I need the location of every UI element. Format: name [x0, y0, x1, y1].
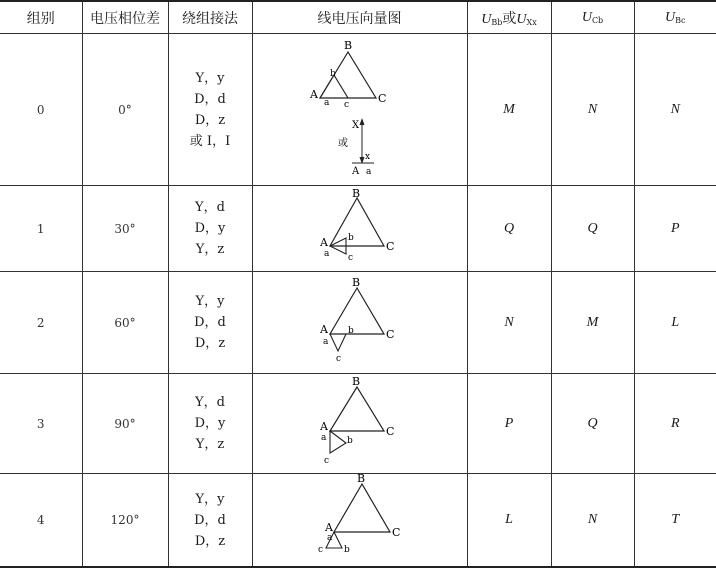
winding-connection — [168, 474, 252, 568]
table-row — [0, 34, 716, 186]
label-c: c — [335, 353, 341, 364]
header-phase-diff: 电压相位差 — [82, 1, 168, 34]
label-a: a — [323, 248, 329, 259]
vector-diagram-svg — [310, 276, 410, 366]
group-number: 3 — [0, 374, 82, 474]
winding-line: D，z — [194, 112, 226, 128]
label-C: C — [385, 239, 394, 253]
group-number: 4 — [0, 474, 82, 568]
header-vector-diagram: 线电压向量图 — [252, 1, 467, 34]
u-bc-value: N — [634, 34, 716, 186]
header-sub-bc: Bc — [675, 16, 686, 25]
u-cb-value: M — [551, 272, 634, 374]
u-cb-value: N — [551, 474, 634, 568]
label-B: B — [356, 474, 365, 485]
winding-connection — [168, 272, 252, 374]
label-A: A — [309, 87, 318, 101]
vector-diagram — [252, 474, 467, 568]
label-c: c — [343, 99, 349, 110]
phase-diff: 30° — [82, 186, 168, 272]
header-group: 组别 — [0, 1, 82, 34]
vector-diagram-svg — [310, 188, 410, 266]
label-C: C — [385, 327, 394, 341]
vector-diagram-svg — [310, 377, 410, 467]
label-C: C — [391, 526, 400, 539]
label-A: A — [324, 521, 333, 534]
table-row — [0, 374, 716, 474]
vector-diagram-svg — [310, 474, 410, 562]
u-bb-value: P — [467, 374, 551, 474]
table-row — [0, 186, 716, 272]
u-bb-value: N — [467, 272, 551, 374]
vector-diagram — [252, 34, 467, 186]
phase-diff: 0° — [82, 34, 168, 186]
u-cb-value: Q — [551, 186, 634, 272]
header-row — [0, 1, 716, 34]
phase-diff: 120° — [82, 474, 168, 568]
header-ucb — [551, 1, 634, 34]
winding-connection — [168, 34, 252, 186]
vector-diagram — [252, 186, 467, 272]
header-or: 或 — [502, 10, 517, 27]
label-C: C — [377, 91, 386, 105]
label-a2: a — [365, 166, 371, 177]
u-bb-value: L — [467, 474, 551, 568]
label-A: A — [319, 322, 328, 336]
header-sub-bb: Bb — [491, 17, 503, 27]
label-b: b — [347, 232, 354, 243]
label-a: a — [322, 336, 328, 347]
label-a: a — [326, 533, 332, 543]
header-winding: 绕组接法 — [168, 1, 252, 34]
winding-connection — [168, 374, 252, 474]
label-b: b — [347, 325, 354, 336]
label-A2: A — [351, 165, 359, 177]
label-b: b — [329, 68, 336, 79]
header-sub-cb: Cb — [591, 16, 604, 25]
header-u-symbol-2: U — [516, 11, 527, 27]
vector-diagram — [252, 374, 467, 474]
label-c: c — [317, 545, 323, 555]
winding-line: 或 I，I — [189, 133, 231, 149]
winding-line: Y，y — [195, 491, 225, 507]
label-A: A — [319, 235, 328, 249]
winding-line: D，y — [194, 221, 226, 236]
u-cb-value: N — [551, 34, 634, 186]
u-bb-value: M — [467, 34, 551, 186]
table-row — [0, 272, 716, 374]
header-u-symbol-3: U — [581, 10, 592, 25]
vector-diagram — [252, 272, 467, 374]
group-number: 1 — [0, 186, 82, 272]
u-bc-value: P — [634, 186, 716, 272]
label-C: C — [385, 424, 394, 438]
u-bb-value: Q — [467, 186, 551, 272]
label-or: 或 — [337, 137, 348, 149]
label-c: c — [347, 252, 353, 263]
winding-line: D，y — [194, 416, 226, 431]
label-B: B — [351, 187, 360, 200]
header-ubb-uxx — [467, 1, 551, 34]
label-b: b — [343, 545, 350, 555]
label-b: b — [346, 435, 353, 446]
label-x: x — [364, 151, 370, 162]
winding-line: Y，y — [195, 294, 225, 309]
u-cb-value: Q — [551, 374, 634, 474]
winding-line: D，d — [194, 315, 226, 330]
u-bc-value: T — [634, 474, 716, 568]
header-u-symbol: U — [481, 11, 492, 27]
winding-line: D，d — [194, 91, 226, 107]
label-B: B — [351, 275, 360, 289]
winding-connection — [168, 186, 252, 272]
vector-diagram-svg — [300, 38, 420, 178]
winding-line: D，z — [194, 336, 226, 351]
winding-line: D，z — [194, 533, 226, 549]
label-B: B — [343, 38, 352, 52]
group-number: 0 — [0, 34, 82, 186]
label-X: X — [351, 119, 359, 131]
label-A: A — [319, 419, 328, 433]
label-a: a — [323, 97, 329, 108]
phase-diff: 60° — [82, 272, 168, 374]
winding-line: Y，d — [195, 395, 225, 410]
u-bc-value: L — [634, 272, 716, 374]
label-c: c — [323, 455, 329, 466]
header-ubc — [634, 1, 716, 34]
winding-line: Y，y — [195, 70, 225, 86]
winding-line: Y，d — [195, 200, 225, 215]
table-row — [0, 474, 716, 568]
phase-diff: 90° — [82, 374, 168, 474]
winding-line: D，d — [194, 512, 226, 528]
label-a: a — [320, 432, 326, 443]
label-B: B — [351, 376, 360, 388]
group-number: 2 — [0, 272, 82, 374]
winding-line: Y，z — [195, 242, 225, 257]
u-bc-value: R — [634, 374, 716, 474]
winding-line: Y，z — [195, 437, 225, 452]
header-sub-xx: Xx — [526, 17, 537, 27]
header-u-symbol-4: U — [665, 10, 676, 25]
